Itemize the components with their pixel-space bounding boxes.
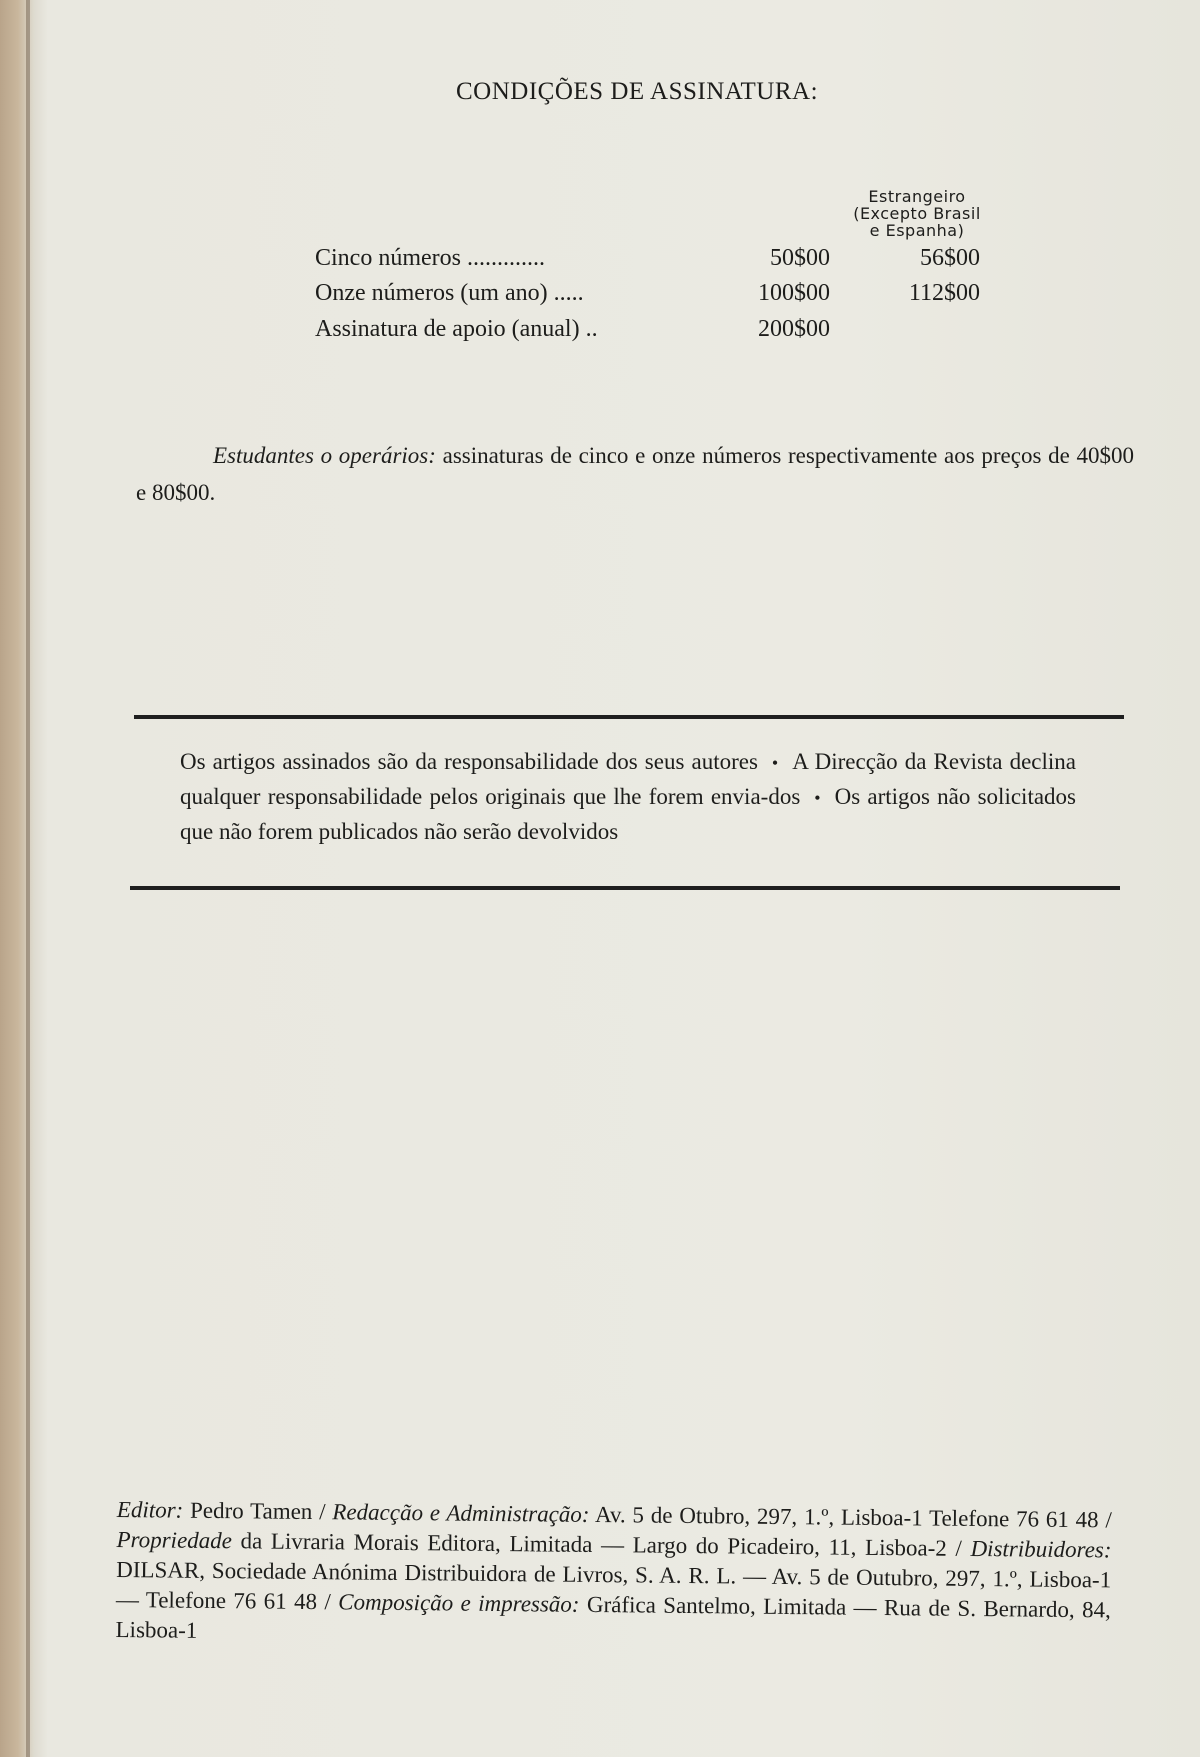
disclaimer-part-2: A Direcção da Revista declina qualquer responsabilidade pelos originais que lhe forem envia-dos: [180, 749, 1076, 809]
separator: /: [955, 1535, 963, 1561]
redaccao-address: Av. 5 de Otubro, 297, 1.º, Lisboa-1 Telefone 76 61 48: [594, 1502, 1099, 1533]
students-note: [136, 437, 1134, 511]
bullet-separator: •: [814, 788, 821, 808]
distribuidores-text: DILSAR, Sociedade Anónima Distribuidora de Livros, S. A. R. L. — Av. 5 de Outubro, 297, 1.º, Lisboa-1 — Telefone 76 61 48: [115, 1556, 1112, 1615]
price-label: Onze números (um ano) .....: [315, 280, 584, 306]
foreign-price-column-header: [842, 188, 992, 239]
top-rule: [134, 715, 1124, 719]
price-row: [315, 280, 1015, 314]
bullet-separator: •: [771, 753, 779, 773]
students-note-lead: Estudantes o operários:: [213, 443, 436, 468]
students-note-text: assinaturas de cinco e onze números respectivamente aos preços de 40$00 e 80$00.: [136, 443, 1134, 505]
page-heading: CONDIÇÕES DE ASSINATURA:: [456, 78, 819, 105]
price-row: [315, 245, 1015, 279]
foreign-header-line-1: Estrangeiro: [868, 187, 966, 206]
composicao-label: Composição e impressão:: [338, 1589, 580, 1617]
price-domestic: 50$00: [770, 245, 830, 271]
foreign-header-line-3: e Espanha): [869, 221, 965, 240]
price-row: [315, 316, 1015, 350]
disclaimer-text: [180, 745, 1076, 848]
bottom-rule: [130, 886, 1120, 890]
price-foreign: 112$00: [908, 280, 980, 306]
binding-edge: [26, 0, 30, 1757]
distribuidores-label: Distribuidores:: [970, 1535, 1112, 1563]
composicao-text: Gráfica Santelmo, Limitada — Rua de S. Bernardo, 84, Lisboa-1: [115, 1591, 1111, 1643]
editor-name: Pedro Tamen: [189, 1497, 313, 1525]
price-domestic: 100$00: [758, 280, 830, 306]
price-label: Assinatura de apoio (anual) ..: [315, 316, 598, 342]
disclaimer-part-3: Os artigos não solicitados que não forem publicados não serão devolvidos: [180, 784, 1076, 844]
price-label: Cinco números .............: [315, 245, 545, 271]
disclaimer-part-1: Os artigos assinados são da responsabilidade dos seus autores: [180, 749, 758, 774]
separator: /: [319, 1499, 326, 1525]
separator: /: [1105, 1507, 1112, 1533]
foreign-header-line-2: (Excepto Brasil: [853, 204, 981, 223]
propriedade-text: da Livraria Morais Editora, Limitada — Largo do Picadeiro, 11, Lisboa-2: [240, 1528, 948, 1561]
redaccao-label: Redacção e Administração:: [332, 1499, 590, 1527]
colophon: [115, 1495, 1112, 1655]
separator: /: [324, 1589, 331, 1615]
price-foreign: 56$00: [920, 245, 980, 271]
editor-label: Editor:: [116, 1496, 184, 1523]
propriedade-label: Propriedade: [116, 1526, 233, 1554]
price-domestic: 200$00: [758, 316, 830, 342]
